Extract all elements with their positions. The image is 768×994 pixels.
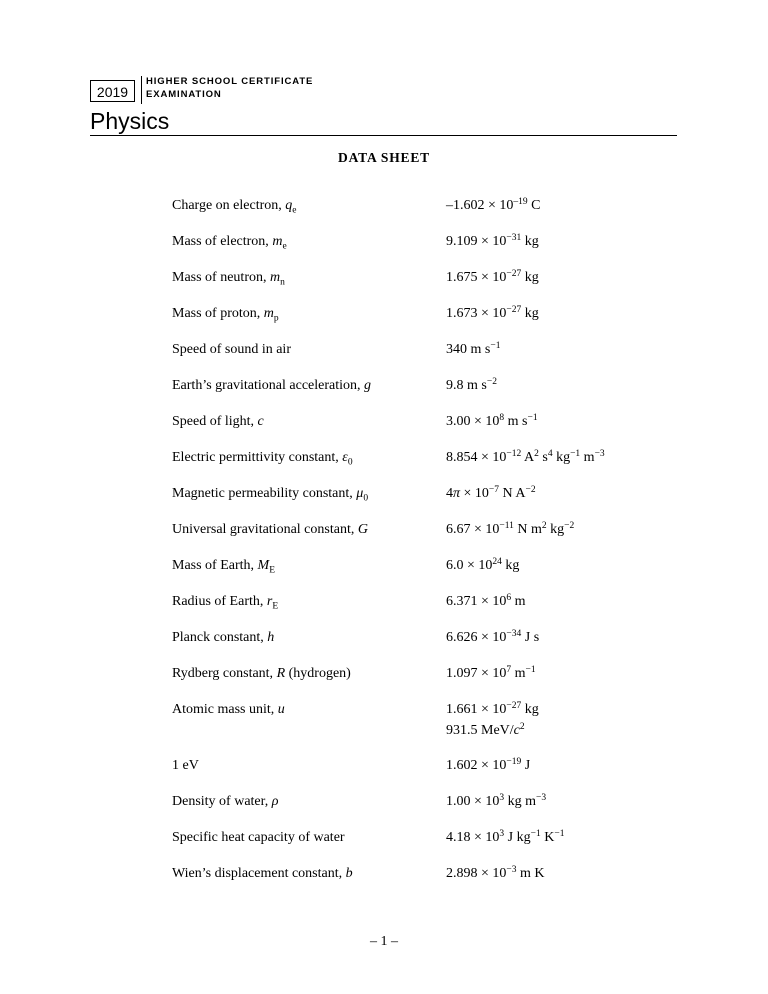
constant-value <box>446 702 539 718</box>
constant-symbol-subscript: E <box>269 565 276 576</box>
value-part: −1 <box>570 448 581 459</box>
value-part: 4.18 × 10 <box>446 830 500 845</box>
value-part: 2 <box>541 520 547 531</box>
constant-label: Speed of light, <box>172 414 258 429</box>
value-part: 6.371 × 10 <box>446 594 507 609</box>
constant-value <box>446 866 545 882</box>
page-number: – 1 – <box>370 934 398 949</box>
constant-symbol: μ <box>356 486 364 501</box>
value-part: −1 <box>530 828 541 839</box>
value-part: kg <box>552 450 571 465</box>
value-part: 1.661 × 10 <box>446 702 507 717</box>
constant-name <box>172 758 199 774</box>
value-part: −31 <box>506 232 522 243</box>
constant-label: Charge on electron, <box>172 198 286 213</box>
exam-name-line2: EXAMINATION <box>146 88 222 100</box>
value-part: −1 <box>554 828 565 839</box>
value-part: 9.8 m s <box>446 378 487 393</box>
constant-label: Electric permittivity constant, <box>172 450 343 465</box>
value-part: m <box>511 594 526 609</box>
constant-label: Speed of sound in air <box>172 342 291 357</box>
constant-symbol-subscript: e <box>282 241 287 252</box>
value-part: 6.0 × 10 <box>446 558 493 573</box>
constant-label: 1 eV <box>172 758 199 773</box>
value-part: −1 <box>490 340 501 351</box>
exam-name <box>146 76 313 101</box>
constant-value <box>446 306 539 322</box>
value-part: J s <box>521 630 540 645</box>
value-part: 4 <box>547 448 553 459</box>
constant-name <box>172 830 345 846</box>
value-part: −12 <box>506 448 522 459</box>
value-part: 1.097 × 10 <box>446 666 507 681</box>
value-part: s <box>538 450 548 465</box>
constant-label: Planck constant, <box>172 630 268 645</box>
constant-symbol-subscript: e <box>292 205 297 216</box>
constant-symbol-subscript: p <box>273 313 279 324</box>
value-part: −1 <box>525 664 536 675</box>
exam-year: 2019 <box>90 80 135 102</box>
value-part: 24 <box>492 556 502 567</box>
value-part: 8 <box>499 412 505 423</box>
constant-value <box>446 270 539 286</box>
constant-label-suffix: (hydrogen) <box>285 666 351 681</box>
constant-symbol: b <box>345 866 353 881</box>
constant-value <box>446 450 605 466</box>
constant-value <box>446 830 564 846</box>
value-part: kg <box>521 270 539 285</box>
value-part: m <box>580 450 595 465</box>
value-part: 9.109 × 10 <box>446 234 507 249</box>
constant-symbol: m <box>263 306 274 321</box>
header-rule <box>90 135 677 136</box>
value-part: π <box>453 486 461 501</box>
constant-symbol: m <box>270 270 281 285</box>
constant-name <box>172 594 278 610</box>
constant-name <box>172 486 368 502</box>
value-part: −2 <box>564 520 575 531</box>
constant-value <box>446 666 536 682</box>
header-divider <box>141 76 142 104</box>
constant-name <box>172 866 353 882</box>
constant-value <box>446 198 541 214</box>
value-part: −34 <box>506 628 522 639</box>
constant-symbol: g <box>364 378 372 393</box>
constant-label: Mass of Earth, <box>172 558 258 573</box>
constant-value <box>446 794 546 810</box>
constant-name <box>172 522 368 538</box>
constant-name <box>172 270 285 286</box>
value-part: J kg <box>504 830 531 845</box>
value-part: N A <box>499 486 526 501</box>
constant-name <box>172 198 296 214</box>
constant-symbol: ρ <box>271 794 279 809</box>
value-part: A <box>521 450 535 465</box>
constant-value <box>446 234 539 250</box>
value-part: kg m <box>504 794 537 809</box>
constant-value <box>446 630 539 646</box>
value-part: c <box>513 723 520 738</box>
value-part: 3 <box>499 792 505 803</box>
constant-label: Universal gravitational constant, <box>172 522 358 537</box>
constant-value <box>446 522 574 538</box>
constant-value <box>446 378 497 394</box>
constant-symbol: c <box>257 414 264 429</box>
constant-name <box>172 558 275 574</box>
constant-symbol: r <box>266 594 273 609</box>
value-part: kg <box>546 522 565 537</box>
value-part: –1.602 × 10 <box>446 198 514 213</box>
value-part: kg <box>521 234 539 249</box>
value-part: −2 <box>486 376 497 387</box>
constant-symbol: ε <box>342 450 348 465</box>
constant-label: Wien’s displacement constant, <box>172 866 346 881</box>
constant-symbol: M <box>257 558 270 573</box>
constant-value-alt <box>446 723 525 739</box>
value-part: 2.898 × 10 <box>446 866 507 881</box>
value-part: J <box>521 758 531 773</box>
constant-label: Density of water, <box>172 794 272 809</box>
constant-symbol-subscript: 0 <box>363 493 369 504</box>
constant-value <box>446 414 538 430</box>
value-part: 6 <box>506 592 512 603</box>
value-part: −27 <box>506 700 522 711</box>
value-part: −27 <box>506 304 522 315</box>
constant-symbol: R <box>276 666 286 681</box>
value-part: −19 <box>506 756 522 767</box>
value-part: 2 <box>519 721 525 732</box>
constant-symbol-subscript: E <box>272 601 279 612</box>
value-part: 1.675 × 10 <box>446 270 507 285</box>
constant-symbol: G <box>357 522 368 537</box>
constant-symbol: u <box>277 702 285 717</box>
constant-value <box>446 558 519 574</box>
value-part: kg <box>501 558 520 573</box>
constant-label: Rydberg constant, <box>172 666 277 681</box>
value-part: m K <box>516 866 545 881</box>
value-part: 931.5 MeV/ <box>446 723 514 738</box>
constant-label: Specific heat capacity of water <box>172 830 345 845</box>
value-part: 2 <box>534 448 539 459</box>
constant-label: Radius of Earth, <box>172 594 267 609</box>
constant-name <box>172 234 287 250</box>
constant-label: Mass of neutron, <box>172 270 270 285</box>
constant-name <box>172 702 285 718</box>
value-part: N m <box>513 522 542 537</box>
constant-name <box>172 666 351 682</box>
constant-symbol: q <box>285 198 293 213</box>
value-part: −1 <box>527 412 538 423</box>
subject-title: Physics <box>90 108 170 134</box>
constant-value <box>446 342 500 358</box>
constant-value <box>446 758 530 774</box>
constant-label: Magnetic permeability constant, <box>172 486 357 501</box>
constant-symbol-subscript: n <box>280 277 285 288</box>
constant-name <box>172 414 264 430</box>
constant-value <box>446 486 536 502</box>
value-part: −2 <box>525 484 536 495</box>
constant-value <box>446 594 526 610</box>
value-part: −27 <box>506 268 522 279</box>
value-part: × 10 <box>460 486 489 501</box>
constant-name <box>172 630 274 646</box>
value-part: 8.854 × 10 <box>446 450 507 465</box>
value-part: −7 <box>488 484 500 495</box>
value-part: 3 <box>499 828 505 839</box>
value-part: 1.673 × 10 <box>446 306 507 321</box>
exam-name-line1: HIGHER SCHOOL CERTIFICATE <box>146 76 314 87</box>
value-part: 7 <box>506 664 512 675</box>
value-part: kg <box>521 702 539 717</box>
value-part: 1.00 × 10 <box>446 794 500 809</box>
value-part: 6.626 × 10 <box>446 630 507 645</box>
constant-name <box>172 306 279 322</box>
value-part: m s <box>504 414 528 429</box>
value-part: C <box>527 198 541 213</box>
value-part: −3 <box>506 864 517 875</box>
value-part: K <box>540 830 555 845</box>
value-part: 6.67 × 10 <box>446 522 500 537</box>
constant-symbol: h <box>267 630 275 645</box>
constant-label: Mass of electron, <box>172 234 273 249</box>
data-sheet-title: DATA SHEET <box>338 150 430 165</box>
value-part: −3 <box>594 448 605 459</box>
value-part: 3.00 × 10 <box>446 414 500 429</box>
constant-label: Mass of proton, <box>172 306 264 321</box>
value-part: 340 m s <box>446 342 491 357</box>
value-part: –19 <box>513 196 528 207</box>
constant-name <box>172 342 291 358</box>
constant-name <box>172 450 353 466</box>
value-part: 1.602 × 10 <box>446 758 507 773</box>
value-part: −3 <box>536 792 547 803</box>
value-part: m <box>511 666 526 681</box>
value-part: 4 <box>446 486 453 501</box>
constant-symbol-subscript: 0 <box>347 457 353 468</box>
value-part: kg <box>521 306 539 321</box>
constant-name <box>172 378 371 394</box>
constant-label: Earth’s gravitational acceleration, <box>172 378 365 393</box>
constant-label: Atomic mass unit, <box>172 702 278 717</box>
constant-symbol: m <box>272 234 283 249</box>
constant-name <box>172 794 278 810</box>
value-part: −11 <box>499 520 514 531</box>
